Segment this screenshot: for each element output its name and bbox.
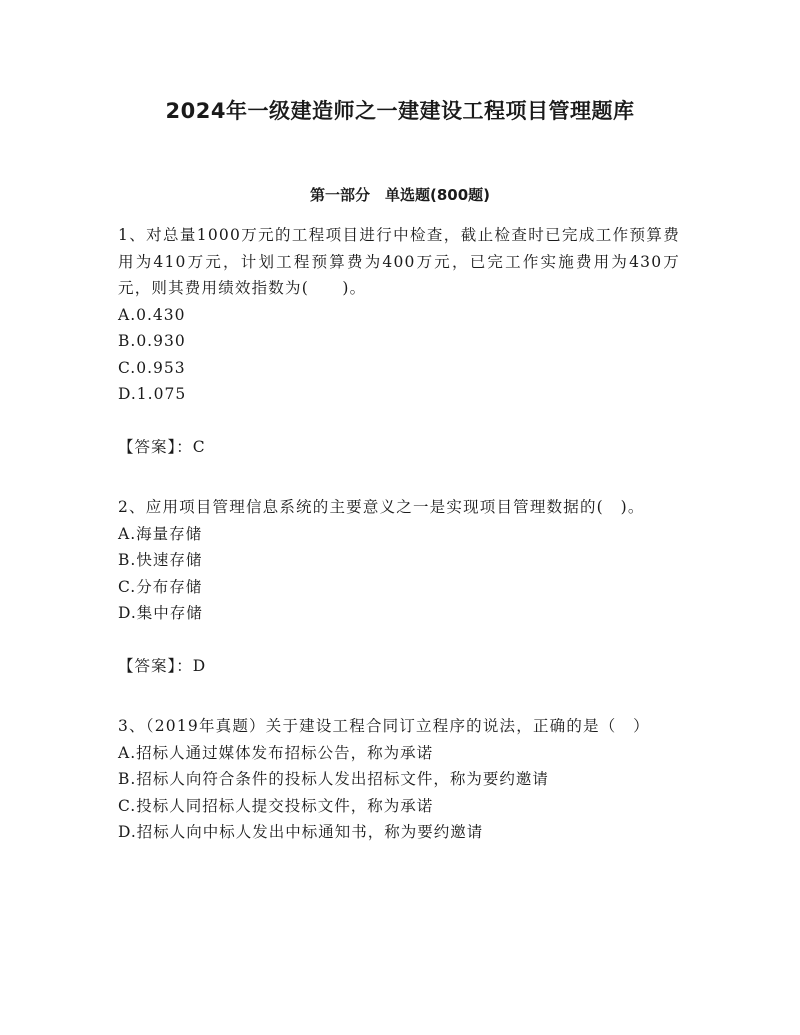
option-a: A.招标人通过媒体发布招标公告，称为承诺: [118, 743, 434, 762]
option-c: C.投标人同招标人提交投标文件，称为承诺: [118, 796, 434, 815]
answer-line: [118, 653, 680, 680]
option-d: D.招标人向中标人发出中标通知书，称为要约邀请: [118, 823, 484, 841]
answer-value: D: [192, 656, 207, 675]
option-b: B.招标人向符合条件的投标人发出招标文件，称为要约邀请: [118, 770, 549, 788]
option-d: D.集中存储: [118, 604, 203, 622]
section-heading: 第一部分 单选题(800题): [309, 186, 491, 204]
option-b: B.0.930: [118, 332, 186, 350]
question-text: 1、对总量1000万元的工程项目进行中检查，截止检查时已完成工作预算费用为410万元，计划工程预算费为400万元，已完工作实施费用为430万元，则其费用绩效指数为( )。: [118, 226, 680, 297]
answer-line: [118, 434, 680, 461]
answer-prefix: 【答案】：: [118, 656, 193, 675]
option-c: C.0.953: [118, 358, 186, 377]
option-b: B.快速存储: [118, 551, 203, 569]
question-1: [118, 222, 680, 460]
option-a: A.海量存储: [118, 524, 203, 543]
document-title: 2024年一级建造师之一建建设工程项目管理题库: [165, 99, 635, 123]
option-d: D.1.075: [118, 385, 187, 403]
option-a: A.0.430: [118, 305, 186, 324]
question-text: 3、（2019年真题）关于建设工程合同订立程序的说法，正确的是（ ）: [118, 717, 650, 735]
question-3: [118, 713, 680, 846]
option-c: C.分布存储: [118, 577, 203, 596]
answer-value: C: [192, 437, 206, 456]
answer-prefix: 【答案】：: [118, 437, 193, 456]
question-2: [118, 494, 680, 679]
question-list: [118, 222, 680, 880]
question-text: 2、应用项目管理信息系统的主要意义之一是实现项目管理数据的( )。: [118, 498, 645, 516]
